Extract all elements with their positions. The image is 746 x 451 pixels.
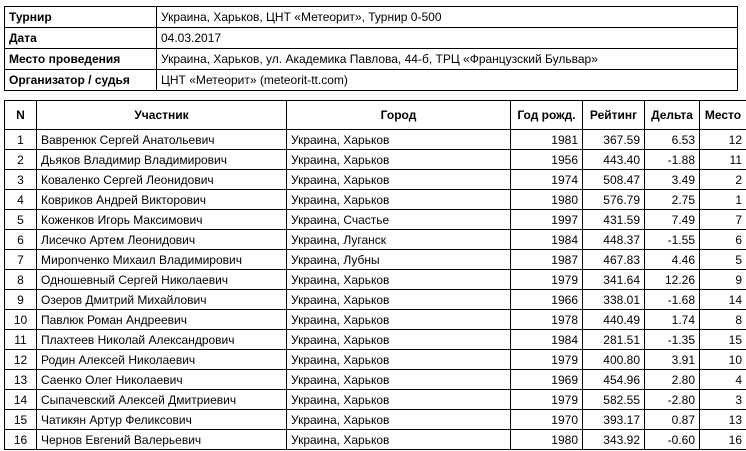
cell-place: 7 xyxy=(700,210,746,230)
cell-birth-year: 1979 xyxy=(511,350,583,370)
cell-city: Украина, Харьков xyxy=(287,170,511,190)
cell-place: 1 xyxy=(700,190,746,210)
cell-number: 3 xyxy=(5,170,37,190)
cell-number: 2 xyxy=(5,150,37,170)
table-row xyxy=(5,190,746,210)
cell-participant: Вавренюк Сергей Анатольевич xyxy=(37,130,287,150)
cell-number: 16 xyxy=(5,430,37,450)
cell-place: 10 xyxy=(700,350,746,370)
info-value: Украина, Харьков, ул. Академика Павлова, 44-б, ТРЦ «Французский Бульвар» xyxy=(157,49,738,70)
info-label: Организатор / судья xyxy=(5,70,157,91)
cell-rating: 400.80 xyxy=(583,350,645,370)
cell-delta: 2.80 xyxy=(645,370,700,390)
cell-city: Украина, Харьков xyxy=(287,410,511,430)
cell-birth-year: 1970 xyxy=(511,410,583,430)
table-row xyxy=(5,390,746,410)
table-row xyxy=(5,230,746,250)
cell-rating: 440.49 xyxy=(583,310,645,330)
info-label: Турнир xyxy=(5,7,157,28)
cell-birth-year: 1974 xyxy=(511,170,583,190)
cell-number: 12 xyxy=(5,350,37,370)
cell-rating: 467.83 xyxy=(583,250,645,270)
table-row xyxy=(5,410,746,430)
header-delta: Дельта xyxy=(645,101,700,130)
tournament-info-body xyxy=(5,7,738,91)
cell-participant: Чернов Евгений Валерьевич xyxy=(37,430,287,450)
cell-place: 12 xyxy=(700,130,746,150)
cell-city: Украина, Луганск xyxy=(287,230,511,250)
cell-delta: -1.35 xyxy=(645,330,700,350)
table-row xyxy=(5,250,746,270)
results-header xyxy=(5,101,746,130)
cell-birth-year: 1980 xyxy=(511,190,583,210)
cell-delta: 12.26 xyxy=(645,270,700,290)
header-participant: Участник xyxy=(37,101,287,130)
cell-delta: 4.46 xyxy=(645,250,700,270)
cell-rating: 338.01 xyxy=(583,290,645,310)
info-value: ЦНТ «Метеорит» (meteorit-tt.com) xyxy=(157,70,738,91)
table-row xyxy=(5,270,746,290)
cell-delta: 2.75 xyxy=(645,190,700,210)
cell-place: 11 xyxy=(700,150,746,170)
info-row-venue xyxy=(5,49,738,70)
cell-city: Украина, Харьков xyxy=(287,350,511,370)
cell-participant: Сыпачевский Алексей Дмитриевич xyxy=(37,390,287,410)
cell-participant: Павлюк Роман Андреевич xyxy=(37,310,287,330)
cell-participant: Саенко Олег Николаевич xyxy=(37,370,287,390)
cell-place: 5 xyxy=(700,250,746,270)
cell-place: 2 xyxy=(700,170,746,190)
cell-participant: Дьяков Владимир Владимирович xyxy=(37,150,287,170)
cell-birth-year: 1966 xyxy=(511,290,583,310)
cell-place: 9 xyxy=(700,270,746,290)
cell-city: Украина, Харьков xyxy=(287,270,511,290)
cell-participant: Коваленко Сергей Леонидович xyxy=(37,170,287,190)
cell-number: 14 xyxy=(5,390,37,410)
cell-number: 10 xyxy=(5,310,37,330)
cell-place: 16 xyxy=(700,430,746,450)
table-row xyxy=(5,350,746,370)
table-row xyxy=(5,290,746,310)
cell-rating: 431.59 xyxy=(583,210,645,230)
header-row xyxy=(5,101,746,130)
cell-participant: Озеров Дмитрий Михайлович xyxy=(37,290,287,310)
table-row xyxy=(5,130,746,150)
info-row-tournament xyxy=(5,7,738,28)
cell-place: 15 xyxy=(700,330,746,350)
table-row xyxy=(5,370,746,390)
info-value: Украина, Харьков, ЦНТ «Метеорит», Турнир 0-500 xyxy=(157,7,738,28)
header-place: Место xyxy=(700,101,746,130)
table-row xyxy=(5,170,746,190)
cell-number: 11 xyxy=(5,330,37,350)
cell-participant: Коженков Игорь Максимович xyxy=(37,210,287,230)
cell-number: 8 xyxy=(5,270,37,290)
cell-birth-year: 1979 xyxy=(511,270,583,290)
cell-birth-year: 1979 xyxy=(511,390,583,410)
tournament-info-table xyxy=(4,6,738,91)
cell-rating: 367.59 xyxy=(583,130,645,150)
cell-number: 9 xyxy=(5,290,37,310)
cell-city: Украина, Харьков xyxy=(287,430,511,450)
cell-city: Украина, Лубны xyxy=(287,250,511,270)
cell-number: 13 xyxy=(5,370,37,390)
cell-delta: 7.49 xyxy=(645,210,700,230)
cell-city: Украина, Харьков xyxy=(287,330,511,350)
cell-rating: 343.92 xyxy=(583,430,645,450)
cell-rating: 582.55 xyxy=(583,390,645,410)
cell-rating: 443.40 xyxy=(583,150,645,170)
cell-place: 14 xyxy=(700,290,746,310)
cell-participant: Плахтеев Николай Александрович xyxy=(37,330,287,350)
cell-rating: 576.79 xyxy=(583,190,645,210)
cell-rating: 281.51 xyxy=(583,330,645,350)
cell-birth-year: 1981 xyxy=(511,130,583,150)
info-row-date xyxy=(5,28,738,49)
cell-city: Украина, Харьков xyxy=(287,150,511,170)
cell-participant: Лисечко Артем Леонидович xyxy=(37,230,287,250)
cell-birth-year: 1969 xyxy=(511,370,583,390)
table-row xyxy=(5,210,746,230)
cell-participant: Чатикян Артур Феликсович xyxy=(37,410,287,430)
cell-city: Украина, Харьков xyxy=(287,390,511,410)
cell-rating: 393.17 xyxy=(583,410,645,430)
info-label: Место проведения xyxy=(5,49,157,70)
cell-city: Украина, Харьков xyxy=(287,310,511,330)
table-row xyxy=(5,430,746,450)
cell-rating: 341.64 xyxy=(583,270,645,290)
results-table xyxy=(4,100,746,450)
cell-birth-year: 1987 xyxy=(511,250,583,270)
cell-delta: 3.49 xyxy=(645,170,700,190)
cell-city: Украина, Харьков xyxy=(287,190,511,210)
header-city: Город xyxy=(287,101,511,130)
cell-place: 6 xyxy=(700,230,746,250)
cell-participant: Одношевный Сергей Николаевич xyxy=(37,270,287,290)
cell-delta: 1.74 xyxy=(645,310,700,330)
cell-delta: -2.80 xyxy=(645,390,700,410)
cell-place: 3 xyxy=(700,390,746,410)
cell-birth-year: 1956 xyxy=(511,150,583,170)
cell-rating: 448.37 xyxy=(583,230,645,250)
info-value: 04.03.2017 xyxy=(157,28,738,49)
cell-number: 5 xyxy=(5,210,37,230)
cell-participant: Мирonченко Михаил Владимирович xyxy=(37,250,287,270)
cell-delta: -1.88 xyxy=(645,150,700,170)
cell-delta: -1.55 xyxy=(645,230,700,250)
cell-place: 4 xyxy=(700,370,746,390)
header-number: N xyxy=(5,101,37,130)
cell-delta: 0.87 xyxy=(645,410,700,430)
cell-place: 8 xyxy=(700,310,746,330)
cell-city: Украина, Харьков xyxy=(287,130,511,150)
cell-delta: 6.53 xyxy=(645,130,700,150)
cell-birth-year: 1984 xyxy=(511,330,583,350)
cell-delta: -1.68 xyxy=(645,290,700,310)
cell-birth-year: 1984 xyxy=(511,230,583,250)
header-rating: Рейтинг xyxy=(583,101,645,130)
cell-birth-year: 1978 xyxy=(511,310,583,330)
table-row xyxy=(5,310,746,330)
cell-number: 15 xyxy=(5,410,37,430)
cell-place: 13 xyxy=(700,410,746,430)
header-birth-year: Год рожд. xyxy=(511,101,583,130)
cell-city: Украина, Харьков xyxy=(287,290,511,310)
cell-rating: 508.47 xyxy=(583,170,645,190)
table-row xyxy=(5,150,746,170)
cell-birth-year: 1997 xyxy=(511,210,583,230)
results-body xyxy=(5,130,746,450)
cell-rating: 454.96 xyxy=(583,370,645,390)
cell-city: Украина, Счастье xyxy=(287,210,511,230)
cell-participant: Родин Алексей Николаевич xyxy=(37,350,287,370)
cell-number: 7 xyxy=(5,250,37,270)
cell-delta: 3.91 xyxy=(645,350,700,370)
cell-participant: Ковриков Андрей Викторович xyxy=(37,190,287,210)
cell-number: 4 xyxy=(5,190,37,210)
cell-number: 6 xyxy=(5,230,37,250)
cell-city: Украина, Харьков xyxy=(287,370,511,390)
table-row xyxy=(5,330,746,350)
cell-delta: -0.60 xyxy=(645,430,700,450)
cell-birth-year: 1980 xyxy=(511,430,583,450)
info-label: Дата xyxy=(5,28,157,49)
cell-number: 1 xyxy=(5,130,37,150)
info-row-organizer xyxy=(5,70,738,91)
